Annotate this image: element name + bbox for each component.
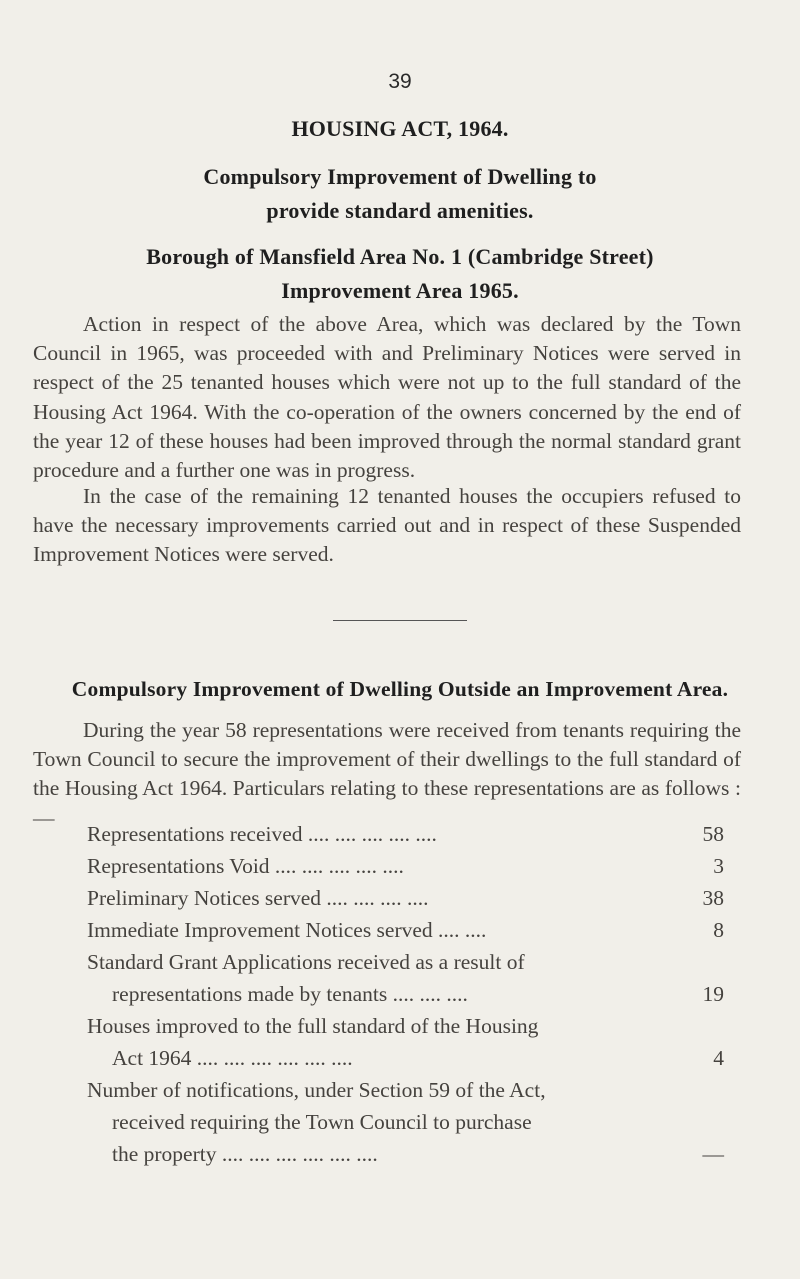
stat-row <box>87 1074 724 1170</box>
stat-label-line: Number of notifications, under Section 59 of the Act, <box>87 1078 546 1102</box>
stat-row <box>87 946 724 1010</box>
stat-row <box>87 914 724 946</box>
stat-row <box>87 1010 724 1074</box>
section-title: Compulsory Improvement of Dwelling to provide standard amenities. <box>203 164 597 223</box>
stat-label-line: the property .... .... .... .... .... .... <box>112 1142 378 1166</box>
outside-area-title: Compulsory Improvement of Dwelling Outside an Improvement Area. <box>71 677 729 701</box>
stat-row <box>87 882 724 914</box>
stat-label-line: Standard Grant Applications received as a result of <box>87 950 525 974</box>
section-divider <box>333 620 467 621</box>
stat-label: Immediate Improvement Notices served .... .... <box>87 918 487 942</box>
paragraph-area-action: Action in respect of the above Area, which was declared by the Town Council in 1965, was proceeded with and Preliminary Notices were served in respect of the 25 tenanted houses which were not up to the full standard of the Housing Act 1964. With the co-operation of the owners concerned by the end of the year 12 of these houses had been improved through the normal standard grant procedure and a further one was in progress. <box>33 312 741 483</box>
stat-value: 19 <box>702 982 724 1006</box>
stat-row <box>87 818 724 850</box>
stat-value: 3 <box>713 854 724 878</box>
stat-label: Representations received .... .... .... .... .... <box>87 822 437 846</box>
stat-label: Preliminary Notices served .... .... .... .... <box>87 886 429 910</box>
stat-value: 38 <box>702 886 724 910</box>
stat-value: — <box>702 1142 724 1166</box>
stat-label: Representations Void .... .... .... .... .... <box>87 854 404 878</box>
page-number: 39 <box>388 70 412 93</box>
stat-value: 4 <box>713 1046 724 1070</box>
stat-value: 58 <box>702 822 724 846</box>
stat-label-line: Act 1964 .... .... .... .... .... .... <box>112 1046 353 1070</box>
stat-value: 8 <box>713 918 724 942</box>
paragraph-representations: During the year 58 representations were received from tenants requiring the Town Council to secure the improvement of their dwellings to the full standard of the Housing Act 1964. Particulars relating to these representations are as follows :— <box>33 718 741 830</box>
paragraph-remaining-houses: In the case of the remaining 12 tenanted houses the occupiers refused to have the necessary improvements carried out and in respect of these Suspended Improvement Notices were served. <box>33 484 741 567</box>
act-title: HOUSING ACT, 1964. <box>291 116 509 141</box>
stat-label-line: representations made by tenants .... .... .... <box>112 982 468 1006</box>
representations-table <box>87 818 724 1170</box>
stat-label-line: Houses improved to the full standard of the Housing <box>87 1014 539 1038</box>
stat-label-line: received requiring the Town Council to purchase <box>112 1110 532 1134</box>
stat-row <box>87 850 724 882</box>
area-title: Borough of Mansfield Area No. 1 (Cambridge Street) Improvement Area 1965. <box>146 244 654 303</box>
